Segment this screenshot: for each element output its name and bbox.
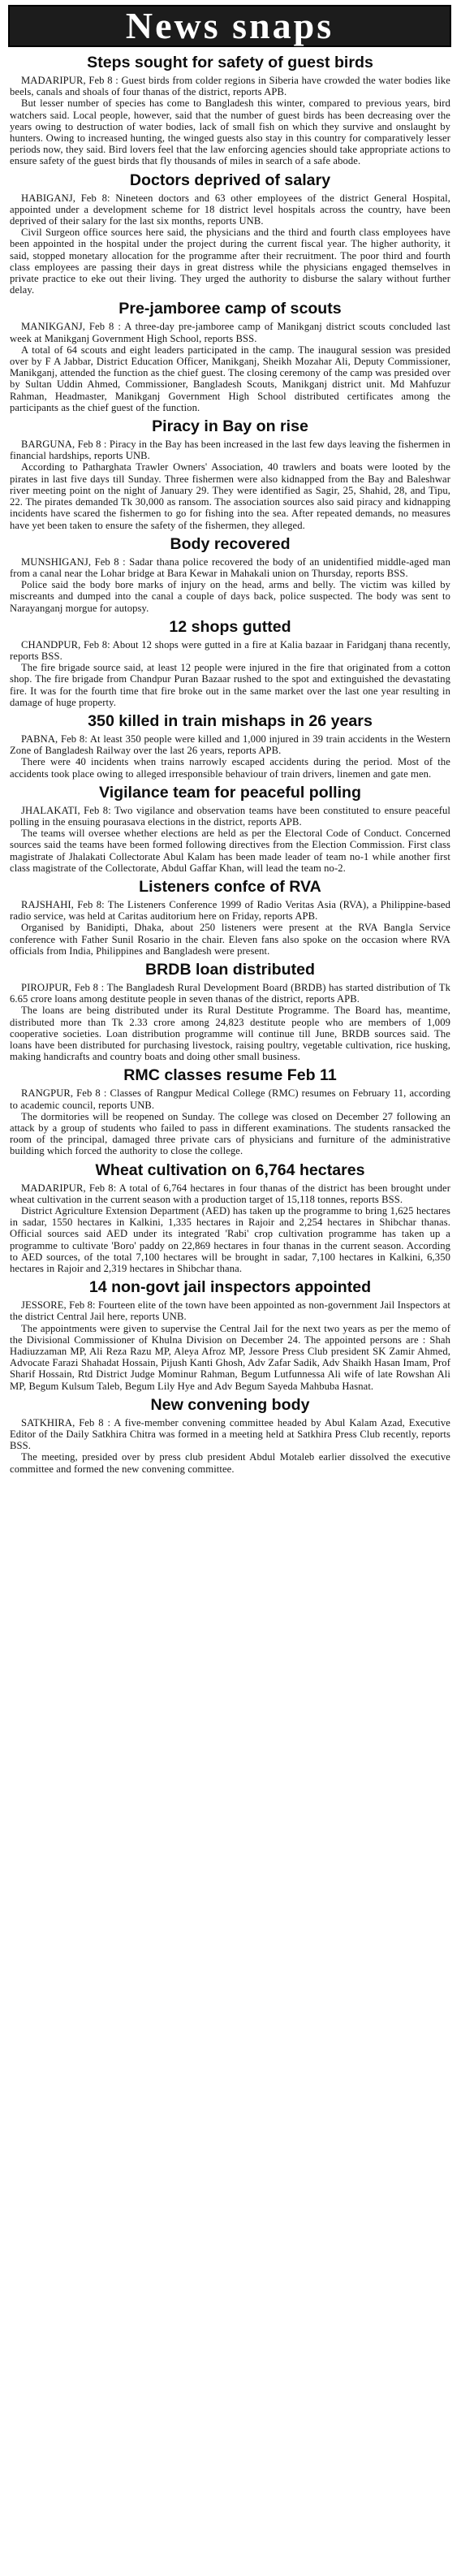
story-headline: Body recovered xyxy=(170,534,291,553)
news-story xyxy=(10,535,450,614)
story-lead-paragraph: RAJSHAHI, Feb 8: The Listeners Conference 1999 of Radio Veritas Asia (RVA), a Philippine-based radio service, was held at Caritas auditorium here on Friday, reports APB. xyxy=(10,898,450,923)
story-body-paragraph: The dormitories will be reopened on Sunday. The college was closed on December 27 following an attack by a group of students who failed to pass in different examinations. The students ransacked the room of the principal, damaged three private cars of physicians and furniture of the administrative building which forced the authority to close the college. xyxy=(10,1110,450,1157)
story-headline: Piracy in Bay on rise xyxy=(152,417,308,436)
news-story xyxy=(10,1278,450,1392)
story-headline: Vigilance team for peaceful polling xyxy=(98,783,361,802)
story-lead-paragraph: HABIGANJ, Feb 8: Nineteen doctors and 63 other employees of the district General Hospital, appointed under a development scheme for 18 district level hospitals across the country, have been deprived of their salary for the last six months, reports UNB. xyxy=(10,192,450,227)
story-body-paragraph: The appointments were given to supervise the Central Jail for the next two years as per the memo of the Divisional Commissioner of Khulna Division on December 24. The appointed persons are : Shah Hadiuzzaman MP, Ali Reza Razu MP, Aleya Afroz MP, Jessore Press Club president SK Zamir Ahmed, Advocate Farazi Shahadat Hossain, Pijush Kanti Ghosh, Adv Zafar Sadik, Adv Shaikh Hasan Imam, Prof Sharif Hossain, Rtd District Judge Mominur Rahman, Begum Lutfunnessa Ali wife of late Rowshan Ali MP, Begum Kulsum Taleb, Begum Lily Hye and Adv Begum Sayeda Mahbuba Hasnat. xyxy=(10,1322,450,1392)
story-body-paragraph: District Agriculture Extension Department (AED) has taken up the programme to bring 1,625 hectares in sadar, 1550 hectares in Kalkini, 1,335 hectares in Rajoir and 2,254 hectares in Shibchar thanas. Official sources said AED under its integrated 'Rabi' crop cultivation programme has taken up a programme to cultivate 'Boro' paddy on 22,869 hectares in four thanas in the current season. According to AED sources, of the total 7,100 hectares will be brought in sadar, 7,100 hectares in Kalkini, 6,350 hectares in Rajoir and 2,319 hectares in Shibchar thana. xyxy=(10,1205,450,1275)
news-story xyxy=(10,1066,450,1156)
story-lead-paragraph: PIROJPUR, Feb 8 : The Bangladesh Rural Development Board (BRDB) has started distribution of Tk 6.65 crore loans among destitute people in seven thanas of the district, reports APB. xyxy=(10,981,450,1005)
news-story xyxy=(10,878,450,957)
story-body-paragraph: Organised by Banidipti, Dhaka, about 250 listeners were present at the RVA Bangla Service conference with Father Sunil Rosario in the chair. Eleven fans also spoke on the occasion where RVA officials from India, Philippines and Bangladesh were present. xyxy=(10,922,450,957)
story-headline: Wheat cultivation on 6,764 hectares xyxy=(95,1160,365,1179)
story-body-paragraph: There were 40 incidents when trains narrowly escaped accidents during the period. Most of the accidents took place owing to alleged irresponsible behaviour of train drivers, linemen and gate men. xyxy=(10,756,450,780)
story-lead-paragraph: BARGUNA, Feb 8 : Piracy in the Bay has been increased in the last few days leaving the fishermen in financial hardships, reports UNB. xyxy=(10,439,450,462)
story-lead-paragraph: CHANDPUR, Feb 8: About 12 shops were gutted in a fire at Kalia bazaar in Faridganj thana recently, reports BSS. xyxy=(10,638,450,662)
story-headline: 14 non-govt jail inspectors appointed xyxy=(88,1278,372,1297)
story-lead-paragraph: MANIKGANJ, Feb 8 : A three-day pre-jamboree camp of Manikganj district scouts concluded last week at Manikganj Government High School, reports BSS. xyxy=(10,321,450,344)
story-lead-paragraph: MADARIPUR, Feb 8: A total of 6,764 hectares in four thanas of the district has been brought under wheat cultivation in the current season with a production target of 15,118 tonnes, reports BSS. xyxy=(10,1182,450,1205)
story-headline: Doctors deprived of salary xyxy=(129,171,331,189)
story-headline: Steps sought for safety of guest birds xyxy=(87,54,373,71)
story-body-paragraph: But lesser number of species has come to Bangladesh this winter, compared to previous years, bird watchers said. Local people, however, said that the number of guest birds has been decreasing over the years owing to destruction of water bodies, lack of small fish on which they survive and onslaught by hunters. Owing to increased hunting, the winged guests also stay in this country for comparatively lesser periods now, they said. Bird lovers feel that the law enforcing agencies should take appropriate actions to ensure safety of the guest birds that fly thousands of miles in search of a safe abode. xyxy=(10,97,450,167)
news-story xyxy=(10,712,450,780)
story-body-paragraph: The teams will oversee whether elections are held as per the Electoral Code of Conduct. Concerned sources said the teams have been formed following directives from the Election Commission. First class magistrate of Jhalakati Collectorate Abul Kalam has been made leader of team no-1 while another first class magistrate of the Collectorate, Abdul Gaffar Khan, will lead the team no-2. xyxy=(10,828,450,874)
news-story xyxy=(10,1161,450,1275)
story-headline: RMC classes resume Feb 11 xyxy=(123,1066,337,1085)
news-story xyxy=(10,171,450,296)
story-lead-paragraph: SATKHIRA, Feb 8 : A five-member convening committee headed by Abul Kalam Azad, Executive Editor of the Daily Satkhira Chitra was formed in a meeting held at Satkhira Press Club recently, reports BSS. xyxy=(10,1416,450,1452)
news-story xyxy=(10,300,450,413)
story-lead-paragraph: RANGPUR, Feb 8 : Classes of Rangpur Medical College (RMC) resumes on February 11, according to academic council, reports UNB. xyxy=(10,1087,450,1111)
news-story xyxy=(10,618,450,708)
story-body-paragraph: Police said the body bore marks of injury on the head, arms and belly. The victim was killed by miscreants and dumped into the canal a couple of days back, police suspected. The body was sent to Narayanganj morgue for autopsy. xyxy=(10,579,450,614)
story-body-paragraph: The meeting, presided over by press club president Abdul Motaleb earlier dissolved the executive committee and formed the new convening committee. xyxy=(10,1451,450,1475)
story-lead-paragraph: JHALAKATI, Feb 8: Two vigilance and observation teams have been constituted to ensure peaceful polling in the ensuing pourasava elections in the district, reports APB. xyxy=(10,804,450,828)
story-headline: New convening body xyxy=(150,1395,310,1414)
story-lead-paragraph: MUNSHIGANJ, Feb 8 : Sadar thana police recovered the body of an unidentified middle-aged man from a canal near the Lohar bridge at Bara Kewar in Mahakali union on Thursday, reports BSS. xyxy=(10,555,450,579)
story-headline: Pre-jamboree camp of scouts xyxy=(118,300,342,318)
story-lead-paragraph: PABNA, Feb 8: At least 350 people were killed and 1,000 injured in 39 train accidents in the Western Zone of Bangladesh Railway over the last 26 years, reports APB. xyxy=(10,733,450,757)
news-snaps-banner: News snaps xyxy=(8,5,451,47)
story-body-paragraph: The loans are being distributed under its Rural Destitute Programme. The Board has, meantime, distributed more than Tk 2.33 crore among 24,823 destitute people who are members of 1,009 cooperative societies. Loan distribution programme will continue till June, BRDB sources said. The loans have been distributed for purchasing livestock, raising poultry, vegetable cultivation, rice husking, making handicrafts and country boats and doing other small business. xyxy=(10,1005,450,1063)
news-story xyxy=(10,961,450,1062)
story-body-paragraph: According to Patharghata Trawler Owners' Association, 40 trawlers and boats were looted by the pirates in last five days till Sunday. Three fishermen were also kidnapped from the Bay and Baleshwar river meeting point on the night of January 29. They were identified as Sagir, 25, Shahid, 28, and Tipu, 22. The pirates demanded Tk 30,000 as ransom. The association sources also said piracy and kidnapping incidents have scared the fishermen to go for fishing into the sea. After repeated demands, no measures have yet been taken to ensure the safety of the fishermen, they alleged. xyxy=(10,461,450,531)
story-lead-paragraph: MADARIPUR, Feb 8 : Guest birds from colder regions in Siberia have crowded the water bodies like beels, canals and shoals of four thanas of the district, reports APB. xyxy=(10,75,450,98)
story-headline: BRDB loan distributed xyxy=(145,960,315,979)
story-headline: 12 shops gutted xyxy=(169,617,291,636)
news-column xyxy=(10,54,450,1479)
story-headline: Listeners confce of RVA xyxy=(139,877,321,896)
story-lead-paragraph: JESSORE, Feb 8: Fourteen elite of the town have been appointed as non-government Jail Inspectors at the district Central Jail here, reports UNB. xyxy=(10,1299,450,1323)
story-body-paragraph: A total of 64 scouts and eight leaders participated in the camp. The inaugural session was presided over by F A Jabbar, District Education Officer, Manikganj, Sheikh Mozahar Ali, Deputy Commissioner, Manikganj, attended the function as the chief guest. The closing ceremony of the camp was presided over by Sultan Uddin Ahmed, Commissioner, Bangladesh Scouts, Manikganj district unit. Md Mahfuzur Rahman, Headmaster, Manikganj Government High School distributed certificates among the participants as the chief guest of the function. xyxy=(10,344,450,413)
story-body-paragraph: The fire brigade source said, at least 12 people were injured in the fire that originated from a cotton shop. The fire brigade from Chandpur Puran Bazaar rushed to the spot and extinguished the devastating fire. It was for the fourth time that fire broke out in the same market over the last one year resulting in damage of huge property. xyxy=(10,662,450,708)
story-headline: 350 killed in train mishaps in 26 years xyxy=(88,711,373,730)
news-story xyxy=(10,417,450,531)
news-story xyxy=(10,54,450,167)
news-story xyxy=(10,1396,450,1475)
story-body-paragraph: Civil Surgeon office sources here said, the physicians and the third and fourth class employees have been appointed in the hospital under the project during the current fiscal year. The higher authority, it said, stopped monetary allocation for the programme after their recruitment. The poor third and fourth class employees are passing their days in great distress while the physicians engaged themselves in private practice to eke out their living. They urged the authority to disburse the salary without further delay. xyxy=(10,227,450,296)
news-story xyxy=(10,784,450,874)
